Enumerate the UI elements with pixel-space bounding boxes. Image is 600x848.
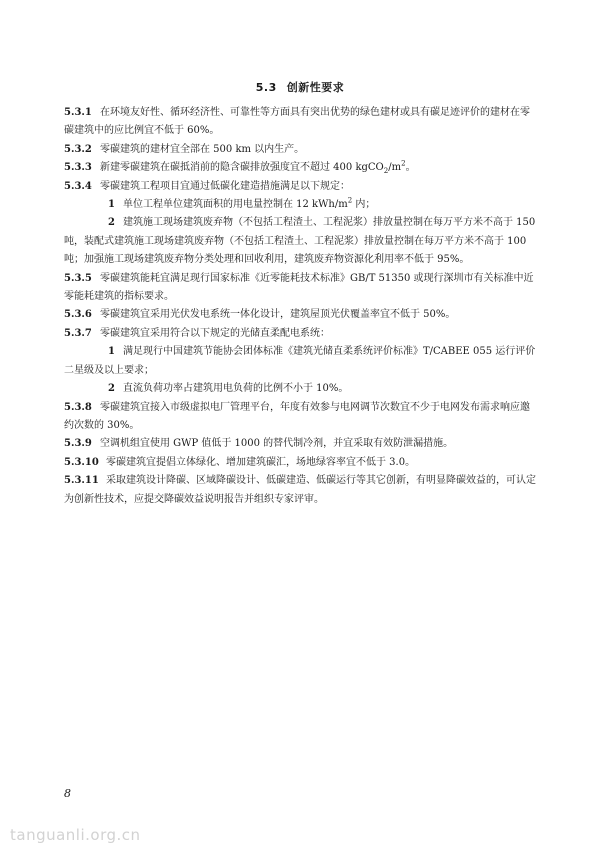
item-number: 2 — [108, 383, 115, 395]
page-number: 8 — [64, 787, 71, 800]
superscript: 2 — [347, 196, 353, 205]
clause-text: 零碳建筑能耗宜满足现行国家标准《近零能耗技术标准》GB/T 51350 或现行深圳市有关标准中近零能耗建筑的指标要求。 — [64, 272, 534, 303]
subscript: 2 — [383, 167, 389, 176]
clause-text: 零碳建筑的建材宜全部在 500 km 以内生产。 — [100, 143, 305, 155]
clause-text: 在环境友好性、循环经济性、可靠性等方面具有突出优势的绿色建材或具有碳足迹评价的建材在零碳建筑中的应比例宜不低于 60%。 — [64, 107, 530, 137]
clause-5-3-4-item-1 — [64, 196, 536, 214]
clause-5-3-1 — [64, 104, 536, 141]
clause-text: 零碳建筑宜采用光伏发电系统一体化设计，建筑屋顶光伏覆盖率宜不低于 50%。 — [100, 309, 456, 321]
clause-text: 新建零碳建筑在碳抵消前的隐含碳排放强度宜不超过 400 kgCO — [100, 162, 384, 174]
clause-number: 5.3.4 — [64, 180, 92, 192]
clause-number: 5.3.7 — [64, 327, 92, 339]
clause-number: 5.3.8 — [64, 401, 92, 413]
item-number: 1 — [108, 346, 115, 358]
clause-text-end: 。 — [405, 162, 416, 174]
clause-5-3-11 — [64, 472, 536, 509]
item-text: 建筑施工现场建筑废弃物（不包括工程渣土、工程泥浆）排放量控制在每万平方米不高于 150 吨，装配式建筑施工现场建筑废弃物（不包括工程渣土、工程泥浆）排放量控制在每万平方米不高于 100 吨；加强施工现场建筑废弃物分类处理和回收利用，建筑废弃物资源化利用率不低于 95%。 — [64, 217, 536, 266]
clause-5-3-7-item-2 — [64, 380, 536, 398]
clause-5-3-8 — [64, 399, 536, 436]
clause-5-3-5 — [64, 270, 536, 307]
clause-number: 5.3.3 — [64, 162, 92, 174]
clause-text: 空调机组宜使用 GWP 值低于 1000 的替代制冷剂，并宜采取有效防泄漏措施。 — [100, 438, 454, 450]
clause-5-3-6 — [64, 306, 536, 324]
clause-5-3-3 — [64, 159, 536, 177]
clause-list — [64, 104, 536, 509]
item-text: 满足现行中国建筑节能协会团体标准《建筑光储直柔系统评价标准》T/CABEE 055 运行评价二星级及以上要求； — [64, 346, 536, 376]
item-text: 直流负荷功率占建筑用电负荷的比例不小于 10%。 — [122, 383, 349, 395]
clause-5-3-4 — [64, 178, 536, 196]
clause-number: 5.3.1 — [64, 107, 92, 118]
clause-5-3-4-item-2 — [64, 214, 536, 269]
clause-text: 零碳建筑宜接入市级虚拟电厂管理平台，年度有效参与电网调节次数宜不少于电网发布需求响应邀约次数的 30%。 — [64, 401, 530, 431]
clause-5-3-9 — [64, 435, 536, 453]
clause-text-mid: /m — [388, 162, 402, 174]
clause-5-3-7-item-1 — [64, 343, 536, 380]
section-number: 5.3 — [255, 81, 277, 94]
clause-number: 5.3.10 — [64, 456, 99, 468]
clause-5-3-7 — [64, 325, 536, 343]
clause-text: 采取建筑设计降碳、区域降碳设计、低碳建造、低碳运行等其它创新，有明显降碳效益的，可认定为创新性技术，应提交降碳效益说明报告并组织专家评审。 — [64, 475, 536, 505]
section-heading — [0, 79, 600, 95]
clause-text: 零碳建筑宜采用符合以下规定的光储直柔配电系统： — [100, 327, 330, 339]
clause-text: 零碳建筑宜提倡立体绿化、增加建筑碳汇，场地绿容率宜不低于 3.0。 — [106, 456, 416, 468]
watermark: tanguanli.org.cn — [10, 826, 141, 844]
item-number: 1 — [108, 199, 115, 211]
item-text-end: 内； — [352, 199, 376, 211]
clause-number: 5.3.6 — [64, 309, 92, 321]
clause-number: 5.3.5 — [64, 272, 92, 284]
section-title: 创新性要求 — [286, 81, 345, 94]
item-number: 2 — [108, 217, 115, 229]
item-text: 单位工程单位建筑面积的用电量控制在 12 kWh/m — [122, 199, 348, 211]
clause-number: 5.3.11 — [64, 475, 99, 487]
clause-5-3-2 — [64, 141, 536, 159]
clause-number: 5.3.2 — [64, 143, 92, 155]
clause-text: 零碳建筑工程项目宜通过低碳化建造措施满足以下规定： — [100, 180, 350, 192]
clause-number: 5.3.9 — [64, 438, 92, 450]
clause-5-3-10 — [64, 454, 536, 472]
superscript: 2 — [401, 159, 406, 168]
